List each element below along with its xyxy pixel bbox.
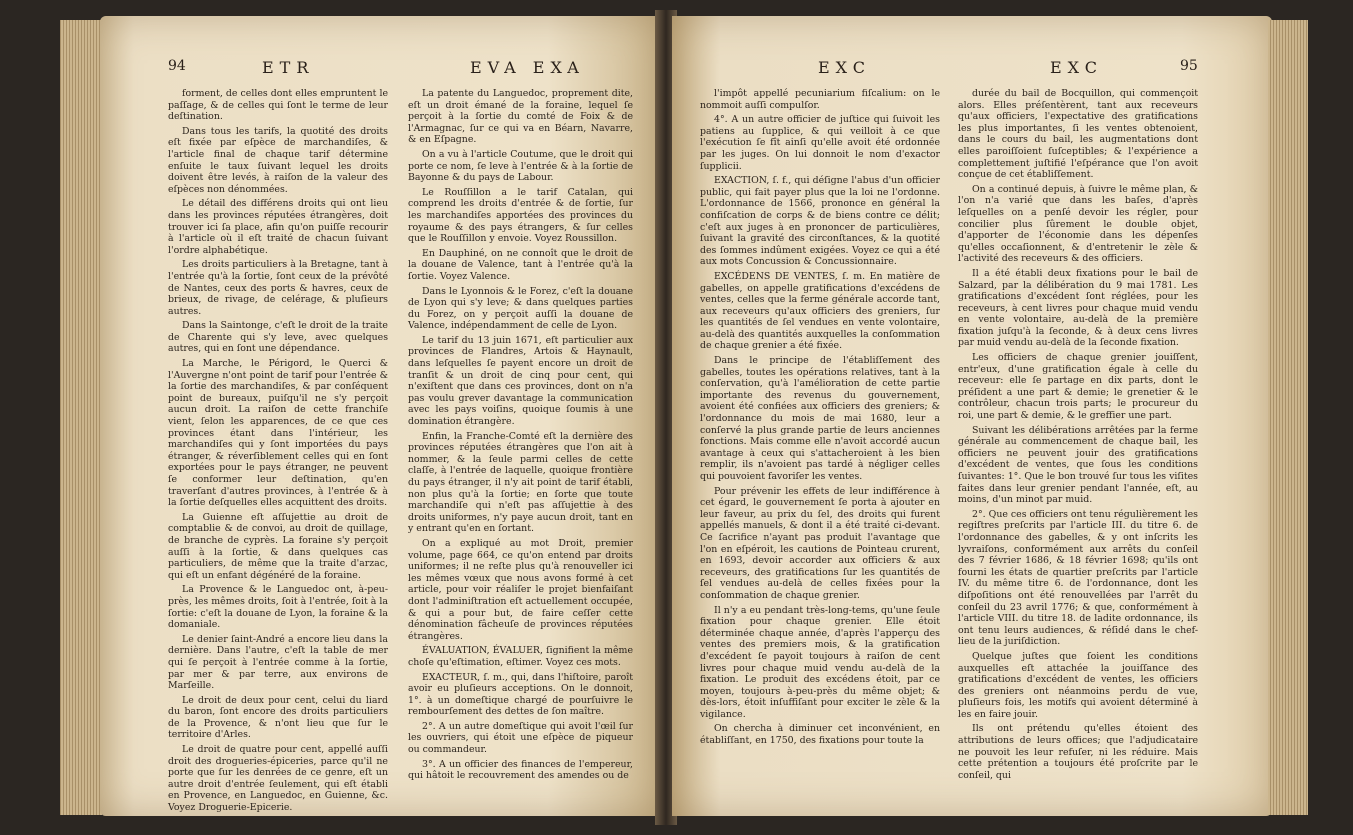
- paragraph: Les droits particuliers à la Bretagne, tant à l'entrée qu'à la ſortie, ſont ceux de la prévôté de Nantes, ceux des ports & havres, ceux de brieux, de rivage, de celérage, & pluſieurs autres.: [168, 259, 388, 317]
- right-header-left: EXC: [818, 58, 872, 77]
- paragraph: Le denier ſaint-André a encore lieu dans la dernière. Dans l'autre, c'eſt la table de mer qui ſe perçoit à l'entrée comme à la ſortie, par mer & par terre, aux environs de Marſeille.: [168, 633, 388, 692]
- paragraph: La Guienne eſt aſſujettie au droit de comptablie & de convoi, au droit de quillage, de branche de cyprès. La foraine s'y perçoit auſſi à la ſortie, & dans quelques cas particuliers, de même que la traite d'arzac, qui eſt un enfant dégénéré de la foraine.: [168, 511, 388, 581]
- paragraph: Quelque juſtes que ſoient les conditions auxquelles eſt attachée la jouiſſance des gratifications d'excédent de ventes, les officiers des greniers ont néanmoins perdu de vue, pluſieurs fois, les motifs qui avoient déterminé à les en faire jouir.: [958, 650, 1198, 720]
- left-page-edges: [60, 20, 102, 815]
- left-header-left: ETR: [262, 58, 315, 77]
- paragraph: Suivant les délibérations arrêtées par la ferme générale au commencement de chaque bail, les officiers ne peuvent jouir des gratifications d'excédent de ventes, que ſous les conditions ſuivantes: 1°. Que le bon trouvé ſur tous les viſites faites dans leur grenier pendant l'année, eſt, au moins, d'un minot par muid.: [958, 424, 1198, 506]
- right-header-right: EXC: [1050, 58, 1104, 77]
- paragraph: l'impôt appellé pecuniarium fiſcalium: on le nommoit auſſi compulſor.: [700, 88, 940, 111]
- paragraph: Dans la Saintonge, c'eſt le droit de la traite de Charente qui s'y leve, avec quelques autres, qui en ſont une dépendance.: [168, 320, 388, 355]
- right-page-edges: [1268, 20, 1308, 815]
- right-page-column-2: [958, 88, 1198, 784]
- paragraph: Le tarif du 13 juin 1671, eſt particulier aux provinces de Flandres, Artois & Haynault, dans leſquelles ſe payent encore un droit de tranſit & un droit de cinq pour cent, qui n'exiſtent que dans ces provinces, dont on n'a pas voulu grever davantage la communication avec les pays voiſins, quoique ſoumis à une domination étrangère.: [408, 334, 633, 428]
- paragraph: La patente du Languedoc, proprement dite, eſt un droit émané de la foraine, lequel ſe perçoit à la ſortie du comté de Foix & de l'Armagnac, ſur ce qui va en Béarn, Navarre, & en Eſpagne.: [408, 88, 633, 146]
- paragraph: Il a été établi deux fixations pour le bail de Salzard, par la délibération du 9 mai 1781. Les gratifications d'excédent ſont réglées, pour les receveurs, à cent livres pour chaque muid vendu en vente volontaire, au-delà de la première fixation juſqu'à la ſeconde, & à deux cens livres par muid vendu au-delà de la ſeconde fixation.: [958, 267, 1198, 349]
- paragraph: Le Rouſſillon a le tarif Catalan, qui comprend les droits d'entrée & de ſortie, ſur les marchandiſes apportées des provinces du royaume & des pays étrangers, & ſur celles que le Rouſſillon y envoie. Voyez Roussillon.: [408, 186, 633, 245]
- entry-evaluation: ÉVALUATION, ÉVALUER, ſignifient la même choſe qu'eſtimation, eſtimer. Voyez ces mots.: [408, 645, 633, 668]
- left-page-column-1: [168, 88, 388, 817]
- paragraph: forment, de celles dont elles empruntent le paſſage, & de celles qui ſont le terme de leur deſtination.: [168, 88, 388, 123]
- entry-excedens-de-ventes: EXCÉDENS DE VENTES, ſ. m. En matière de gabelles, on appelle gratifications d'excédens de ventes, celles que la ferme générale accorde tant, aux receveurs qu'aux officiers des greniers, ſur les quantités de ſel vendues en vente volontaire, au-delà des quantités auxquelles la conſommation de chaque grenier a été fixée.: [700, 270, 940, 352]
- paragraph: On chercha à diminuer cet inconvénient, en établiſſant, en 1750, des fixations pour toute la: [700, 723, 940, 747]
- paragraph: Ils ont prétendu qu'elles étoient des attributions de leurs offices; que l'adjudicataire ne pouvoit les leur refuſer, ni les réduire. Mais cette prétention a toujours été proſcrite par le conſeil, qui: [958, 723, 1198, 781]
- paragraph: On a expliqué au mot Droit, premier volume, page 664, ce qu'on entend par droits uniformes; il ne reſte plus qu'à renouveller ici les mêmes vœux que nous avons formé à cet article, pour voir réaliſer le projet bienfaiſant dont l'adminiſtration eſt actuellement occupée, & qui a pour but, de faire ceſſer cette dénomination fâcheuſe de provinces réputées étrangères.: [408, 537, 633, 642]
- paragraph: Dans tous les tarifs, la quotité des droits eſt fixée par eſpèce de marchandiſes, & l'article final de chaque tarif détermine enſuite le taux ſuivant lequel les droits doivent être levés, à raiſon de la valeur des eſpèces non dénommées.: [168, 125, 388, 195]
- paragraph: On a vu à l'article Coutume, que le droit qui porte ce nom, ſe leve à l'entrée & à la ſortie de Bayonne & du pays de Labour.: [408, 148, 633, 184]
- paragraph: Le droit de quatre pour cent, appellé auſſi droit des drogueries-épiceries, parce qu'il ne porte que ſur les denrées de ce genre, eſt un autre droit d'entrée ſeulement, qui eſt établi en Provence, en Languedoc, en Guienne, &c. Voyez Droguerie-Epicerie.: [168, 744, 388, 814]
- left-header-right: EVA EXA: [470, 58, 585, 77]
- paragraph: Il n'y a eu pendant très-long-tems, qu'une ſeule fixation pour chaque grenier. Elle étoit déterminée chaque année, d'après l'apperçu des ventes des premiers mois, & la gratification d'excédent ſe payoit toujours à raiſon de cent livres pour chaque muid vendu au-delà de la fixation. Le produit des excédens étoit, par ce moyen, toujours à-peu-près du même objet; & dès-lors, étoit inſuffiſant pour exciter le zèle & la vigilance.: [700, 604, 940, 720]
- right-page-column-1: [700, 88, 940, 750]
- paragraph: 3°. A un officier des finances de l'empereur, qui hâtoit le recouvrement des amendes ou de: [408, 758, 633, 782]
- paragraph: Dans le Lyonnois & le Forez, c'eſt la douane de Lyon qui s'y leve; & dans quelques parties du Forez, on y perçoit auſſi la douane de Valence, indépendamment de celle de Lyon.: [408, 285, 633, 332]
- entry-exacteur: EXACTEUR, ſ. m., qui, dans l'hiſtoire, paroît avoir eu pluſieurs acceptions. On le donnoit, 1°. à un domeſtique chargé de pourſuivre le rembourſement des dettes de ſon maître.: [408, 671, 633, 718]
- paragraph: La Marche, le Périgord, le Querci & l'Auvergne n'ont point de tarif pour l'entrée & la ſortie des marchandiſes, & par conſéquent point de bureaux, puiſqu'il ne s'y perçoit aucun droit. La raiſon de cette franchiſe vient, ſelon les apparences, de ce que ces provinces étant dans l'intérieur, les marchandiſes qui y ſont importées du pays étranger, & réverſiblement celles qui en ſont exportées pour le pays étranger, ne peuvent ſe conformer leur deſtination, qu'en traverſant d'autres provinces, à l'entrée & à la ſortie deſquelles elles acquittent des droits.: [168, 358, 388, 509]
- paragraph: 2°. A un autre domeſtique qui avoit l'œil ſur les ouvriers, qui étoit une eſpèce de piqueur ou commandeur.: [408, 720, 633, 756]
- paragraph: Le droit de deux pour cent, celui du liard du baron, ſont encore des droits particuliers de la Provence, & n'ont lieu que ſur le territoire d'Arles.: [168, 694, 388, 741]
- right-page-number: 95: [1180, 58, 1198, 74]
- paragraph: On a continué depuis, à ſuivre le même plan, & l'on n'a varié que dans les baſes, d'après leſquelles on a penſé devoir les régler, pour concilier plus ſûrement le double objet, d'apporter de l'économie dans les dépenſes qu'elles occaſionnent, & d'entretenir le zèle & l'activité des receveurs & des officiers.: [958, 183, 1198, 265]
- paragraph: En Dauphiné, on ne connoît que le droit de la douane de Valence, tant à l'entrée qu'à la ſortie. Voyez Valence.: [408, 247, 633, 282]
- entry-exaction: EXACTION, ſ. f., qui déſigne l'abus d'un officier public, qui fait payer plus que la loi ne l'ordonne. L'ordonnance de 1566, prononce en général la confiſcation de corps & de biens contre ce délit; c'eſt aux juges à en prononcer de particulières, ſuivant la gravité des circonſtances, & la quotité des ſommes indûment exigées. Voyez ce qui a été aux mots Concussion & Concussionnaire.: [700, 175, 940, 268]
- paragraph: 2°. Que ces officiers ont tenu régulièrement les regiſtres preſcrits par l'article III. du titre 6. de l'ordonnance des gabelles, & y ont inſcrits les lyvraiſons, conformément aux arrêts du conſeil des 7 février 1686, & 18 février 1698; qu'ils ont fourni les états de quartier preſcrits par l'article IV. du même titre 6. de l'ordonnance, dont les diſpoſitions ont été renouvellées par l'arrêt du conſeil du 23 avril 1776; & que, conformément à l'article VIII. du titre 18. de ladite ordonnance, ils ont tenu leurs audiences, & réſidé dans le chef-lieu de la juriſdiction.: [958, 508, 1198, 648]
- left-page-number: 94: [168, 58, 186, 74]
- paragraph: durée du bail de Bocquillon, qui commençoit alors. Elles préſentèrent, tant aux receveurs qu'aux officiers, l'expectative des gratifications les plus importantes, ſi les ventes obtenoient, dans le cours du bail, les augmentations dont elles paroiſſoient ſuſceptibles; & l'expérience a complettement juſtifié l'eſpérance que l'on avoit conçue de cet établiſſement.: [958, 88, 1198, 181]
- paragraph: Le détail des différens droits qui ont lieu dans les provinces réputées étrangères, doit trouver ici ſa place, afin qu'on puiſſe recourir à l'article où il eſt traité de chacun ſuivant l'ordre alphabétique.: [168, 198, 388, 256]
- paragraph: La Provence & le Languedoc ont, à-peu-près, les mêmes droits, ſoit à l'entrée, ſoit à la ſortie: c'eſt la douane de Lyon, la foraine & la domaniale.: [168, 584, 388, 631]
- left-page-column-2: [408, 88, 633, 785]
- paragraph: Les officiers de chaque grenier jouiſſent, entr'eux, d'une gratification égale à celle du receveur: elle ſe partage en dix parts, dont le préſident a une part & demie; le grenetier & le contrôleur, chacun trois parts; le procureur du roi, une part & demie, & le greffier une part.: [958, 352, 1198, 422]
- paragraph: Pour prévenir les effets de leur indifférence à cet égard, le gouvernement ſe porta à ajouter en leur faveur, au prix du ſel, des droits qui furent appellés manuels, & dont il a été traité ci-devant. Ce ſacrifice n'ayant pas produit l'avantage que l'on en eſpéroit, les cautions de Pointeau crurent, en 1693, devoir accorder aux officiers & aux receveurs, des gratifications ſur les quantités de ſel vendues au-delà de celles fixées pour la conſommation de chaque grenier.: [700, 485, 940, 601]
- paragraph: Dans le principe de l'établiſſement des gabelles, toutes les opérations relatives, tant à la conſervation, qu'à l'amélioration de cette partie importante des revenus du gouvernement, avoient été confiées aux officiers des greniers; & l'ordonnance du mois de mai 1680, leur a conſervé la plus grande partie de leurs anciennes fonctions. Mais comme elle n'avoit accordé aucun avantage à ceux qui s'attacheroient à les bien remplir, ils n'avoient pas tardé à négliger celles qui pouvoient favoriſer les ventes.: [700, 355, 940, 482]
- paragraph: 4°. A un autre officier de juſtice qui ſuivoit les patiens au ſupplice, & qui veilloit à ce que l'exécution ſe fît ainſi qu'elle avoit été ordonnée par les juges. On lui donnoit le nom d'exactor ſupplicii.: [700, 114, 940, 172]
- paragraph: Enfin, la Franche-Comté eſt la dernière des provinces réputées étrangères que l'on ait à nommer, & la ſeule parmi celles de cette claſſe, à l'entrée de laquelle, quoique frontière du pays étranger, il n'y ait point de tarif établi, non plus qu'à la ſortie; en ſorte que toute marchandiſe qui n'eſt pas aſſujettie à des droits uniformes, n'y paye aucun droit, tant en y entrant qu'en en ſortant.: [408, 430, 633, 535]
